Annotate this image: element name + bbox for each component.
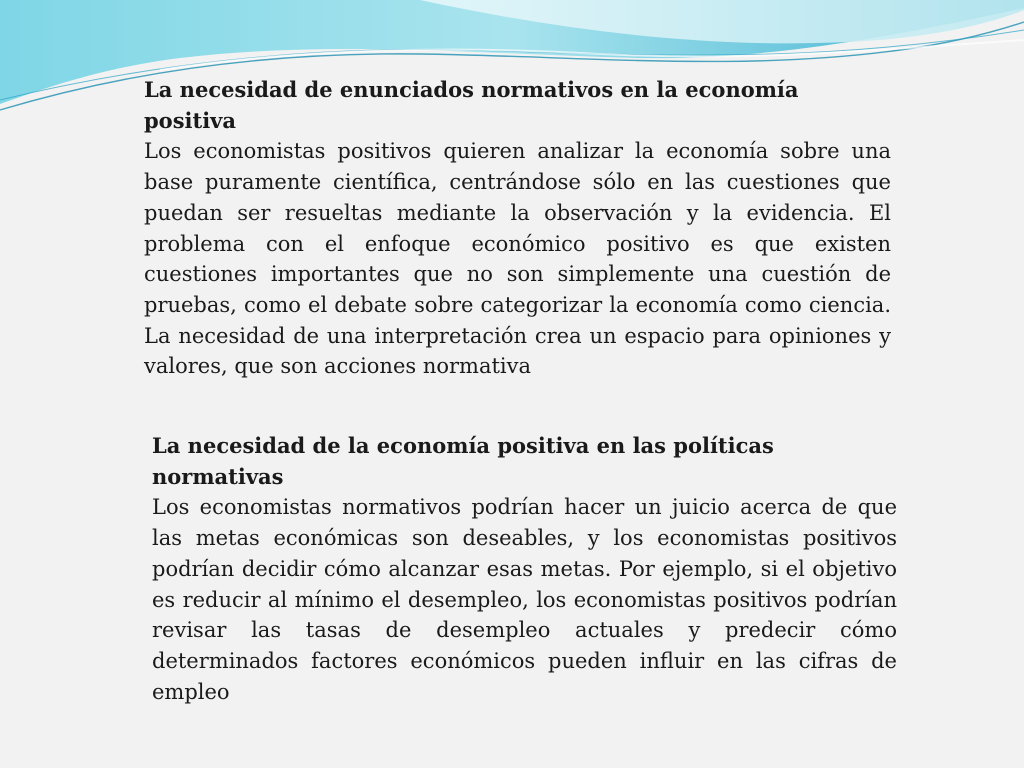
section-body: Los economistas positivos quieren analizar la economía sobre una base puramente científica, centrándose sólo en las cuestiones que puedan ser resueltas mediante la observación y la evidencia. El problema con el enfoque económico positivo es que existen cuestiones importantes que no son simplemente una cuestión de pruebas, como el debate sobre categorizar la economía como ciencia. La necesidad de una interpretación crea un espacio para opiniones y valores, que son acciones normativa	[144, 139, 891, 379]
section-heading: La necesidad de enunciados normativos en la economía positiva	[144, 77, 799, 133]
section-body: Los economistas normativos podrían hacer un juicio acerca de que las metas económicas son deseables, y los economistas positivos podrían decidir cómo alcanzar esas metas. Por ejemplo, si el objetivo es reducir al mínimo el desempleo, los economistas positivos podrían revisar las tasas de desempleo actuales y predecir cómo determinados factores económicos pueden influir en las cifras de empleo	[152, 495, 897, 704]
section-positive-in-normative	[152, 431, 897, 707]
section-normative-in-positive	[144, 75, 891, 382]
section-heading: La necesidad de la economía positiva en las políticas normativas	[152, 433, 774, 489]
